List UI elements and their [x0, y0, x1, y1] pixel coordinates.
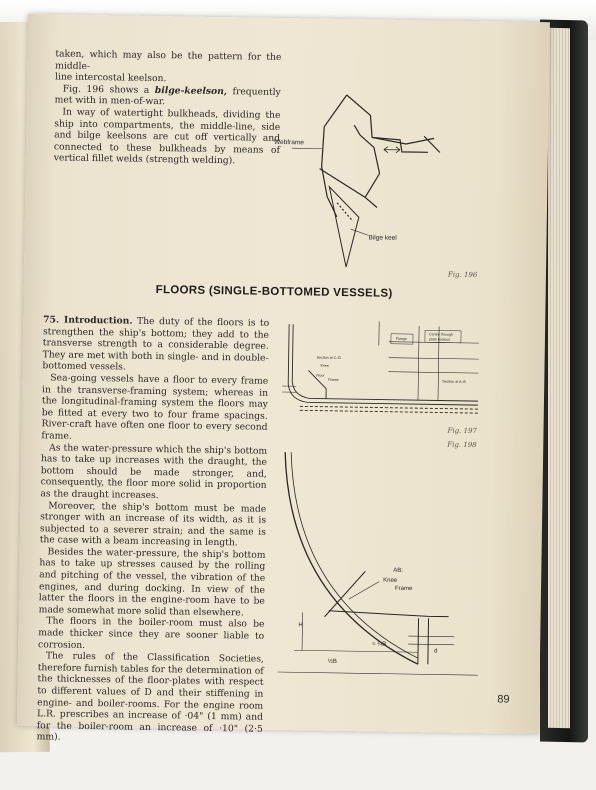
intro-paragraph-2: Sea-going vessels have a floor to every frame in the transverse-framing system; whereas in the longitudinal-framing system the floors may be fitted at every two to four frame spacings. River-craft have often one floor to every second frame. [41, 372, 269, 442]
fig198-caption: Fig. 198 [447, 440, 477, 450]
label-bilge-keel: Bilge keel [368, 234, 397, 242]
fig196-paragraph [55, 83, 281, 110]
baseline [278, 672, 478, 675]
fig198-label-frame: Frame [394, 585, 413, 593]
fig197-label-flange: Flange [395, 336, 407, 341]
intro-paragraph-7: The rules of the Classification Societies, therefore furnish tables for the determination of the thicknesses of the floor-plates with respect to different values of D and their stiffening in engine- and boiler-rooms. For the engine room L.R. prescribes an increase of ·04" (1 mm) and for the boiler-room an increase of ·10" (2·5 mm). [36, 650, 264, 743]
intro-paragraph-3: As the water-pressure which the ship's bottom has to take up increases with the draught, the bottom should be made stronger, and, consequently, the floor more solid in proportion as the draught increases. [40, 441, 268, 502]
fig198-label-half-b: ½B [327, 658, 337, 665]
book-page [17, 14, 550, 743]
fig196-caption: Fig. 196 [447, 270, 478, 280]
web-line [346, 95, 429, 152]
fig198-label-knee: Knee [383, 577, 398, 584]
fig197-caption: Fig. 197 [447, 426, 477, 436]
bulkhead-paragraph: In way of watertight bulkheads, dividing the ship into compartments, the middle-line, side and bilge keelsons are cut off vertically and connected to these bulkheads by means of vertical fillet welds (strength welding). [53, 106, 281, 167]
fig198-label-ab: AB: [393, 567, 404, 574]
hull-curve [282, 452, 421, 664]
term-bilge-keelson: bilge-keelson, [154, 84, 228, 97]
label-webframe: Webframe [273, 138, 304, 147]
page-number: 89 [497, 693, 510, 706]
intro-paragraph-6: The floors in the boiler-room must also be made thicker since they are sooner liable to corrosion. [38, 615, 265, 651]
fig197-label-knee: Knee [320, 363, 329, 368]
text-run: The duty of the floors is to strengthen the ship's bottom; they add to the transverse strength to a considerable degree. They are met with both in single- and in double-bottomed vessels. [42, 315, 270, 373]
intro-title: 75. Introduction. [43, 314, 133, 327]
fig198-label-h: H [298, 622, 303, 629]
fig198-label-quarter-b: ≈ ¼B [372, 641, 387, 648]
hull-line [321, 95, 347, 217]
intro-text [37, 314, 270, 746]
top-line-1: taken, which may also be the pattern for the middle- [55, 48, 282, 72]
section-heading: FLOORS (SINGLE-BOTTOMED VESSELS) [155, 284, 393, 300]
fig198-diagram [267, 450, 491, 693]
fig197-label-floor: Floor [316, 373, 325, 378]
centre-girder [418, 618, 429, 664]
top-line-2: line intercostal keelson. [54, 71, 167, 85]
fig197-label-centre2: plate keelson [428, 337, 451, 342]
fig197-label-centre: Centre through [428, 332, 454, 337]
bilge-keel [328, 187, 359, 267]
fig197-label-frame: Frame [328, 377, 339, 382]
fig196-diagram [272, 76, 465, 279]
intro-paragraph-1 [42, 314, 269, 376]
fig197-label-section-ab: Section at A–B [442, 379, 466, 384]
keelson-line [353, 125, 380, 197]
page-edges [548, 28, 570, 729]
text-run: frequently met with in men-of-war. [54, 85, 281, 108]
text-run: Fig. 196 shows a [62, 83, 155, 96]
intro-paragraph-5: Besides the water-pressure, the ship's bottom has to take up stresses caused by the rolling and pitching of the vessel, the vibration of the engines, and during docking. In view of the latter the floors in the engine-room have to be made somewhat more solid than elsewhere. [38, 546, 266, 619]
fig197-label-section-cd: Section at C–D [316, 355, 341, 360]
intro-paragraph-4: Moreover, the ship's bottom must be made stronger with an increase of its width, as it is subjected to a severer strain; and the same is the case with a beam increasing in length. [39, 499, 267, 549]
fig197-diagram [278, 314, 500, 427]
top-paragraph [54, 48, 282, 167]
fig198-label-d: d [433, 648, 438, 655]
arrow-icon [384, 147, 400, 153]
